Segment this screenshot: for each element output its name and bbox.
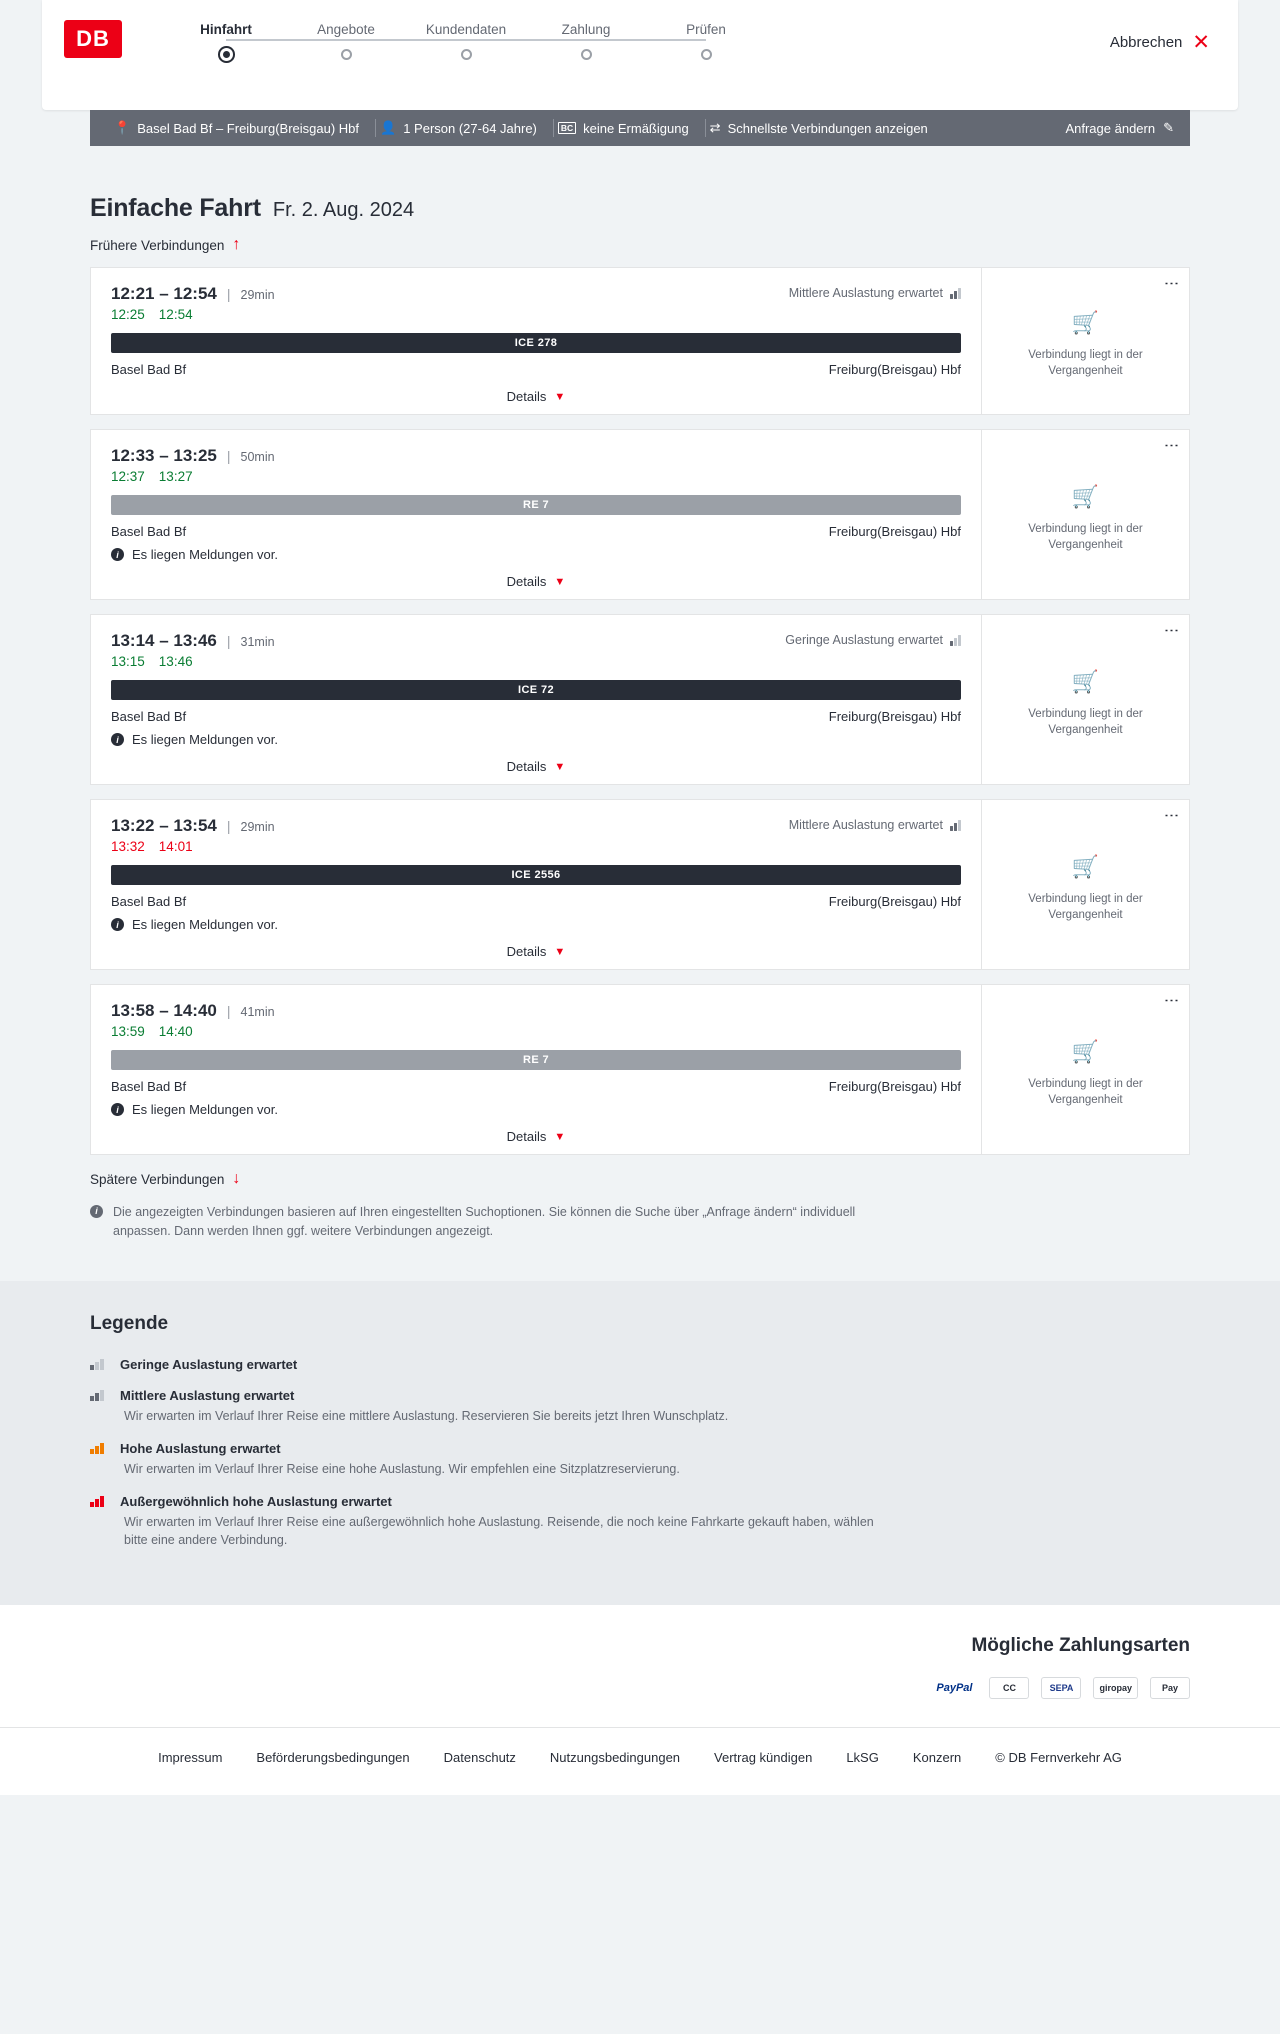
- footer-link[interactable]: © DB Fernverkehr AG: [995, 1750, 1122, 1765]
- connection-details: [91, 985, 981, 1154]
- connection-messages-label: Es liegen Meldungen vor.: [132, 547, 278, 562]
- connection-details: [91, 268, 981, 414]
- legend-section: [0, 1281, 1280, 1606]
- more-options-icon[interactable]: ⋮: [1163, 993, 1180, 1008]
- train-product-bar: ICE 2556: [111, 865, 961, 885]
- arrow-up-icon: ↑: [232, 236, 241, 253]
- connection-realtime: [111, 1024, 961, 1039]
- legend-item-label: Mittlere Auslastung erwartet: [120, 1387, 295, 1403]
- details-toggle[interactable]: [111, 1129, 961, 1144]
- legend-item-desc: Wir erwarten im Verlauf Ihrer Reise eine mittlere Auslastung. Reservieren Sie bereits jetzt Ihren Wunschplatz.: [124, 1408, 729, 1423]
- connection-realtime: [111, 469, 961, 484]
- criteria-route-label: Basel Bad Bf – Freiburg(Breisgau) Hbf: [137, 120, 360, 136]
- connection-time-row: [111, 1001, 961, 1021]
- step-zahlung[interactable]: [526, 22, 646, 60]
- legend-item-head: [90, 1388, 1190, 1403]
- pencil-icon: ✎: [1163, 120, 1174, 135]
- chevron-down-icon: ▼: [554, 1130, 566, 1143]
- time-separator: |: [226, 286, 231, 302]
- paypal-logo: PayPal: [931, 1677, 977, 1699]
- step-connector: [586, 39, 706, 41]
- criteria-sort-label: Schnellste Verbindungen anzeigen: [727, 120, 928, 136]
- connection-time-range: 13:22 – 13:54: [111, 816, 217, 835]
- past-connection-label: Verbindung liegt in der Vergangenheit: [1028, 707, 1143, 736]
- past-connection-label: Verbindung liegt in der Vergangenheit: [1028, 1077, 1143, 1106]
- more-options-icon[interactable]: ⋮: [1163, 808, 1180, 823]
- edit-search-label: Anfrage ändern: [1065, 120, 1156, 136]
- connection-card[interactable]: [90, 799, 1190, 970]
- connection-details: [91, 430, 981, 599]
- earlier-connections-button[interactable]: [90, 237, 240, 253]
- criteria-discount-label: keine Ermäßigung: [583, 120, 689, 136]
- search-note-text: Die angezeigten Verbindungen basieren auf Ihren eingestellten Suchoptionen. Sie können die Suche über „Anfrage ändern“ individuell anpassen. Dann werden Ihnen ggf. weitere Verbindungen angezeigt.: [113, 1205, 856, 1238]
- connection-messages[interactable]: [111, 1102, 961, 1117]
- footer-link[interactable]: Vertrag kündigen: [714, 1750, 813, 1765]
- connection-messages-label: Es liegen Meldungen vor.: [132, 917, 278, 932]
- time-separator: |: [226, 448, 231, 464]
- criteria-route[interactable]: [104, 119, 376, 137]
- legend-list: [90, 1357, 1190, 1550]
- arrow-down-icon: ↓: [232, 1170, 241, 1187]
- search-criteria-bar: [90, 110, 1190, 146]
- station-from: Basel Bad Bf: [111, 1079, 187, 1094]
- shopping-cart-icon: 🛒: [1071, 668, 1100, 694]
- connection-duration: 31min: [240, 635, 275, 649]
- footer-link[interactable]: Datenschutz: [443, 1750, 516, 1765]
- more-options-icon[interactable]: ⋮: [1163, 276, 1180, 291]
- payments-title: Mögliche Zahlungsarten: [971, 1635, 1190, 1656]
- occupancy-bars-icon: [90, 1496, 108, 1507]
- app-header: [42, 0, 1238, 110]
- connection-stations: [111, 894, 961, 909]
- station-from: Basel Bad Bf: [111, 362, 187, 377]
- station-to: Freiburg(Breisgau) Hbf: [828, 709, 961, 724]
- info-icon: i: [111, 548, 124, 561]
- db-logo[interactable]: DB: [64, 20, 122, 58]
- chevron-down-icon: ▼: [554, 390, 566, 403]
- connection-card[interactable]: [90, 984, 1190, 1155]
- legend-item-desc: Wir erwarten im Verlauf Ihrer Reise eine außergewöhnlich hohe Auslastung. Reisende, die noch keine Fahrkarte gekauft haben, wählen bitte eine andere Verbindung.: [124, 1514, 874, 1547]
- realtime-arrival: 13:46: [158, 654, 193, 669]
- details-label: Details: [506, 574, 547, 589]
- cancel-button[interactable]: [1110, 32, 1210, 53]
- connection-duration: 50min: [240, 450, 275, 464]
- legend-item-head: [90, 1441, 1190, 1456]
- station-to: Freiburg(Breisgau) Hbf: [828, 362, 961, 377]
- step-label: Prüfen: [686, 22, 726, 37]
- connection-duration: 29min: [240, 820, 275, 834]
- station-from: Basel Bad Bf: [111, 524, 187, 539]
- details-label: Details: [506, 389, 547, 404]
- footer-link[interactable]: Konzern: [912, 1750, 962, 1765]
- footer-link[interactable]: LkSG: [846, 1750, 879, 1765]
- step-angebote[interactable]: [286, 22, 406, 60]
- shopping-cart-icon: 🛒: [1071, 853, 1100, 879]
- time-separator: |: [226, 818, 231, 834]
- connection-offer: [981, 615, 1189, 784]
- realtime-arrival: 13:27: [158, 469, 193, 484]
- time-separator: |: [226, 1003, 231, 1019]
- legend-item-label: Außergewöhnlich hohe Auslastung erwartet: [120, 1493, 392, 1509]
- time-separator: |: [226, 633, 231, 649]
- step-label: Hinfahrt: [200, 22, 252, 37]
- info-icon: i: [111, 733, 124, 746]
- occupancy-indicator: [789, 286, 961, 300]
- connection-time-row: [111, 446, 961, 466]
- station-from: Basel Bad Bf: [111, 894, 187, 909]
- station-from: Basel Bad Bf: [111, 709, 187, 724]
- details-toggle[interactable]: [111, 759, 961, 774]
- details-toggle[interactable]: [111, 944, 961, 959]
- occupancy-bars-icon: [950, 820, 961, 831]
- close-icon: ✕: [1192, 31, 1210, 54]
- page-title: [90, 194, 1190, 223]
- earlier-connections-label: Frühere Verbindungen: [90, 237, 225, 253]
- info-icon: i: [90, 1205, 103, 1218]
- realtime-departure: 13:32: [111, 839, 145, 854]
- legend-item: [90, 1357, 1190, 1372]
- step-dot-icon: [461, 49, 472, 60]
- occupancy-bars-icon: [90, 1443, 108, 1454]
- connection-time-range: 13:58 – 14:40: [111, 1001, 217, 1020]
- step-connector: [466, 39, 586, 41]
- train-product-bar: RE 7: [111, 1050, 961, 1070]
- step-dot-icon: [341, 49, 352, 60]
- connection-messages[interactable]: [111, 547, 961, 562]
- legend-item-desc: Wir erwarten im Verlauf Ihrer Reise eine hohe Auslastung. Wir empfehlen eine Sitzplatzreservierung.: [124, 1461, 680, 1476]
- sepa-logo: SEPA: [1041, 1677, 1081, 1699]
- criteria-sort[interactable]: [706, 119, 944, 137]
- connection-card[interactable]: [90, 267, 1190, 415]
- connection-offer: [981, 800, 1189, 969]
- shopping-cart-icon: 🛒: [1071, 310, 1100, 336]
- more-options-icon[interactable]: ⋮: [1163, 623, 1180, 638]
- occupancy-bars-icon: [90, 1359, 108, 1370]
- payment-logos: [90, 1677, 1190, 1699]
- pin-icon: 📍: [114, 120, 131, 135]
- step-label: Angebote: [317, 22, 375, 37]
- more-options-icon[interactable]: ⋮: [1163, 438, 1180, 453]
- station-to: Freiburg(Breisgau) Hbf: [828, 1079, 961, 1094]
- station-to: Freiburg(Breisgau) Hbf: [828, 894, 961, 909]
- connection-messages[interactable]: [111, 917, 961, 932]
- connection-duration: 29min: [240, 288, 275, 302]
- connection-messages-label: Es liegen Meldungen vor.: [132, 732, 278, 747]
- step-connector: [346, 39, 466, 41]
- past-connection-label: Verbindung liegt in der Vergangenheit: [1028, 892, 1143, 921]
- occupancy-indicator: [785, 633, 961, 647]
- step-prüfen[interactable]: [646, 22, 766, 60]
- details-label: Details: [506, 944, 547, 959]
- cancel-label: Abbrechen: [1109, 34, 1183, 51]
- connection-messages-label: Es liegen Meldungen vor.: [132, 1102, 278, 1117]
- legend-item: [90, 1388, 1190, 1425]
- criteria-passengers-label: 1 Person (27-64 Jahre): [403, 120, 537, 136]
- occupancy-indicator: [789, 818, 961, 832]
- step-dot-icon: [701, 49, 712, 60]
- realtime-departure: 12:37: [111, 469, 145, 484]
- step-label: Zahlung: [561, 22, 611, 37]
- creditcard-logo: CC: [989, 1677, 1029, 1699]
- past-connection-label: Verbindung liegt in der Vergangenheit: [1028, 349, 1143, 377]
- step-label: Kundendaten: [425, 22, 507, 37]
- train-product-bar: RE 7: [111, 495, 961, 515]
- criteria-discount[interactable]: [554, 119, 706, 137]
- page-title-date: Fr. 2. Aug. 2024: [272, 199, 415, 221]
- person-icon: 👤: [380, 120, 397, 135]
- realtime-departure: 12:25: [111, 307, 145, 322]
- step-connector: [226, 39, 346, 41]
- realtime-arrival: 14:40: [158, 1024, 193, 1039]
- info-icon: i: [111, 1103, 124, 1116]
- search-note: [90, 1203, 880, 1241]
- occupancy-label: Mittlere Auslastung erwartet: [788, 286, 943, 300]
- connection-card[interactable]: [90, 429, 1190, 600]
- connection-stations: [111, 709, 961, 724]
- results-main: [90, 194, 1190, 1281]
- legend-item-head: [90, 1494, 1190, 1509]
- edit-search-button[interactable]: [1065, 120, 1174, 136]
- connection-details: [91, 615, 981, 784]
- realtime-departure: 13:59: [111, 1024, 145, 1039]
- connection-stations: [111, 362, 961, 377]
- details-label: Details: [506, 759, 547, 774]
- occupancy-bars-icon: [950, 635, 961, 646]
- connection-offer: [981, 985, 1189, 1154]
- step-dot-icon: [581, 49, 592, 60]
- connection-realtime: [111, 654, 961, 669]
- footer-link[interactable]: Impressum: [158, 1750, 223, 1765]
- connection-time-range: 12:33 – 13:25: [111, 446, 217, 465]
- payments-section: [0, 1605, 1280, 1727]
- chevron-down-icon: ▼: [554, 760, 566, 773]
- shopping-cart-icon: 🛒: [1071, 1038, 1100, 1064]
- connection-time-range: 13:14 – 13:46: [111, 631, 217, 650]
- connection-realtime: [111, 839, 961, 854]
- legend-item-label: Geringe Auslastung erwartet: [120, 1356, 298, 1372]
- bahncard-icon: BC: [558, 122, 576, 135]
- connection-offer: [981, 268, 1189, 414]
- details-label: Details: [506, 1129, 547, 1144]
- connections-list: [90, 267, 1190, 1155]
- legend-title: Legende: [90, 1312, 169, 1334]
- page-footer: [0, 1727, 1280, 1795]
- details-toggle[interactable]: [111, 389, 961, 404]
- legend-item-head: [90, 1357, 1190, 1372]
- chevron-down-icon: ▼: [554, 575, 566, 588]
- step-hinfahrt[interactable]: [166, 22, 286, 60]
- train-product-bar: ICE 72: [111, 680, 961, 700]
- footer-link[interactable]: Nutzungsbedingungen: [549, 1750, 681, 1765]
- connection-duration: 41min: [240, 1005, 275, 1019]
- occupancy-bars-icon: [950, 288, 961, 299]
- booking-stepper: [166, 22, 1238, 60]
- connection-offer: [981, 430, 1189, 599]
- criteria-passengers[interactable]: [376, 119, 554, 137]
- applepay-logo: Pay: [1150, 1677, 1190, 1699]
- sort-icon: ⇄: [709, 120, 721, 135]
- footer-link[interactable]: Beförderungsbedingungen: [256, 1750, 410, 1765]
- shopping-cart-icon: 🛒: [1071, 483, 1100, 509]
- connection-realtime: [111, 307, 961, 322]
- legend-item: [90, 1494, 1190, 1549]
- later-connections-label: Spätere Verbindungen: [90, 1171, 225, 1187]
- footer-links: [90, 1750, 1190, 1765]
- realtime-arrival: 12:54: [158, 307, 193, 322]
- connection-time-range: 12:21 – 12:54: [111, 284, 217, 303]
- connection-stations: [111, 1079, 961, 1094]
- info-icon: i: [111, 918, 124, 931]
- realtime-departure: 13:15: [111, 654, 145, 669]
- realtime-arrival: 14:01: [158, 839, 193, 854]
- occupancy-label: Geringe Auslastung erwartet: [785, 633, 943, 647]
- connection-messages[interactable]: [111, 732, 961, 747]
- page-title-text: Einfache Fahrt: [90, 194, 261, 222]
- details-toggle[interactable]: [111, 574, 961, 589]
- legend-item: [90, 1441, 1190, 1478]
- occupancy-label: Mittlere Auslastung erwartet: [788, 818, 943, 832]
- station-to: Freiburg(Breisgau) Hbf: [828, 524, 961, 539]
- later-connections-button[interactable]: [90, 1171, 240, 1187]
- past-connection-label: Verbindung liegt in der Vergangenheit: [1028, 522, 1143, 551]
- chevron-down-icon: ▼: [554, 945, 566, 958]
- connection-details: [91, 800, 981, 969]
- occupancy-bars-icon: [90, 1390, 108, 1401]
- giropay-logo: giropay: [1093, 1677, 1138, 1699]
- step-dot-icon: [223, 51, 230, 58]
- legend-item-label: Hohe Auslastung erwartet: [120, 1440, 281, 1456]
- train-product-bar: ICE 278: [111, 333, 961, 353]
- connection-stations: [111, 524, 961, 539]
- step-kundendaten[interactable]: [406, 22, 526, 60]
- connection-card[interactable]: [90, 614, 1190, 785]
